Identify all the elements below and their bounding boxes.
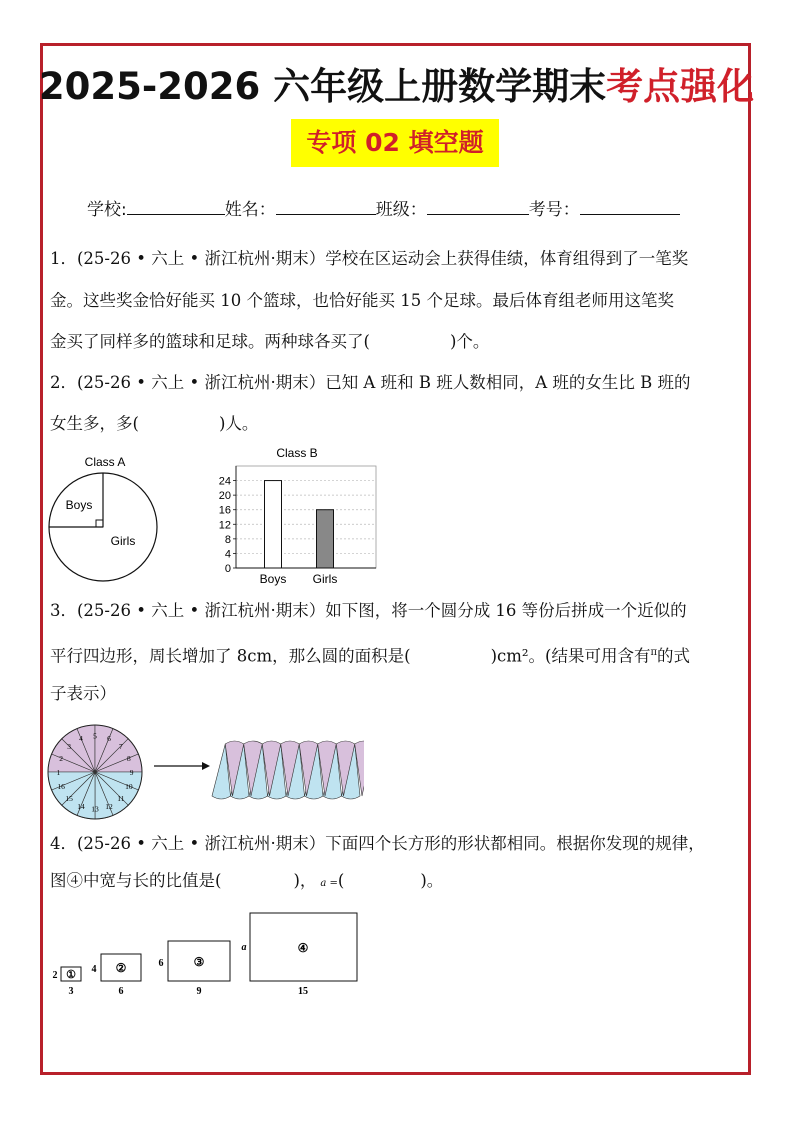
sector-label: 10 xyxy=(125,782,133,792)
bar-chart-plot-area xyxy=(236,466,376,568)
title-highlight: 考点强化 xyxy=(606,65,755,108)
bar-chart-y-tick-label: 16 xyxy=(218,504,231,517)
question-3-line-2 xyxy=(50,634,690,676)
class-label: 班级： xyxy=(375,200,427,220)
sector-label: 2 xyxy=(59,753,64,763)
question-2-line-1: 2．(25-26 • 六上 • 浙江杭州·期末）已知 A 班和 B 班人数相同，A 班的女生比 B 班的 xyxy=(50,373,691,392)
bar-girls xyxy=(317,510,334,568)
school-field[interactable] xyxy=(127,198,225,215)
rectangle-4-width: a xyxy=(241,942,247,953)
rectangle-2-length: 6 xyxy=(118,986,124,997)
pie-label-girls: Girls xyxy=(110,534,136,548)
question-4-line-1: 4．(25-26 • 六上 • 浙江杭州·期末）下面四个长方形的形状都相同。根据你发现的规律， xyxy=(50,834,705,853)
name-label: 姓名： xyxy=(224,200,276,220)
exam-no-field[interactable] xyxy=(580,198,680,215)
variable-a-label: a = xyxy=(320,878,338,889)
rectangle-3-length: 9 xyxy=(196,986,202,997)
question-2-unit: )人。 xyxy=(218,414,259,433)
question-3-text-end: 的式 xyxy=(657,646,691,666)
sector-label: 8 xyxy=(126,753,131,763)
question-1-unit: )个。 xyxy=(449,332,490,351)
sector-label: 9 xyxy=(129,768,134,777)
question-3-text: 平行四边形，周长增加了 8cm，那么圆的面积是( xyxy=(50,646,411,666)
class-b-bar-chart xyxy=(210,444,380,590)
bar-chart-y-tick-label: 0 xyxy=(224,563,231,575)
sector-label: 4 xyxy=(79,734,83,744)
rectangle-1-length: 3 xyxy=(68,986,74,997)
sector-label: 1 xyxy=(56,768,61,777)
student-info-fields xyxy=(87,195,680,220)
rectangle-1-width: 2 xyxy=(52,970,58,981)
bar-category-label: Boys xyxy=(259,572,287,586)
rectangle-3-label: ③ xyxy=(193,955,205,969)
bar-chart-y-tick-label: 12 xyxy=(218,519,231,532)
sector-label: 7 xyxy=(119,742,123,752)
bar-chart-y-tick-label: 4 xyxy=(224,548,231,561)
school-label: 学校: xyxy=(87,200,127,220)
bar-chart-y-tick-label: 8 xyxy=(224,533,231,546)
question-1-text: 金买了同样多的篮球和足球。两种球各买了( xyxy=(50,332,370,351)
sector-label: 14 xyxy=(77,801,85,811)
question-3-unit: )cm²。(结果可用含有 xyxy=(490,646,651,666)
sector-label: 12 xyxy=(105,801,113,811)
rectangle-2-width: 4 xyxy=(91,964,97,975)
page-title xyxy=(0,56,793,110)
rectangle-4-length: 15 xyxy=(298,986,308,997)
sector-label: 5 xyxy=(93,731,97,741)
sector-label: 3 xyxy=(67,742,71,752)
pie-label-boys: Boys xyxy=(65,498,93,512)
divided-circle-figure xyxy=(45,722,150,822)
question-3-line-3: 子表示） xyxy=(50,684,116,703)
bar-chart-y-tick-label: 20 xyxy=(218,490,231,503)
rectangle-2-label: ② xyxy=(115,961,127,975)
bar-chart-title: Class B xyxy=(276,446,318,460)
exam-no-label: 考号： xyxy=(528,200,580,220)
question-1-line-1: 1．(25-26 • 六上 • 浙江杭州·期末）学校在区运动会上获得佳绩，体育组得到了一笔奖 xyxy=(50,249,689,268)
rectangle-3-width: 6 xyxy=(158,958,164,969)
title-main: 2025-2026 六年级上册数学期末 xyxy=(38,65,607,108)
sector-label: 15 xyxy=(65,793,73,803)
question-1-line-2: 金。这些奖金恰好能买 10 个篮球，也恰好能买 15 个足球。最后体育组老师用这笔奖 xyxy=(50,291,674,310)
rectangle-4-label: ④ xyxy=(297,941,309,955)
question-4-line-2 xyxy=(50,862,443,903)
question-1-line-3 xyxy=(50,323,489,361)
arrow-icon xyxy=(152,758,212,774)
approx-parallelogram-figure xyxy=(208,732,364,804)
question-3-line-1: 3．(25-26 • 六上 • 浙江杭州·期末）如下图，将一个圆分成 16 等份后拼成一个近似的 xyxy=(50,601,687,620)
sector-label: 11 xyxy=(117,793,125,803)
rectangle-1-label: ① xyxy=(66,969,76,981)
question-2-text: 女生多，多( xyxy=(50,414,139,433)
bar-boys xyxy=(265,481,282,568)
bar-chart-y-tick-label: 24 xyxy=(218,475,231,488)
bar-category-label: Girls xyxy=(312,572,338,586)
rectangles-figure xyxy=(45,905,365,1000)
pi-symbol: π xyxy=(650,647,658,658)
class-field[interactable] xyxy=(427,198,529,215)
sector-label: 6 xyxy=(107,734,111,744)
section-subtitle: 专项 02 填空题 xyxy=(291,119,499,167)
sector-label: 13 xyxy=(91,804,99,814)
question-4-sep: )， xyxy=(293,871,317,890)
name-field[interactable] xyxy=(276,198,376,215)
class-a-pie-chart xyxy=(45,450,165,582)
question-4-open: ( xyxy=(337,871,345,890)
question-4-close: )。 xyxy=(420,871,444,890)
question-2-line-2 xyxy=(50,405,258,443)
pie-title: Class A xyxy=(84,455,126,469)
sector-label: 16 xyxy=(57,782,65,792)
question-4-text: 图④中宽与长的比值是( xyxy=(50,871,222,890)
